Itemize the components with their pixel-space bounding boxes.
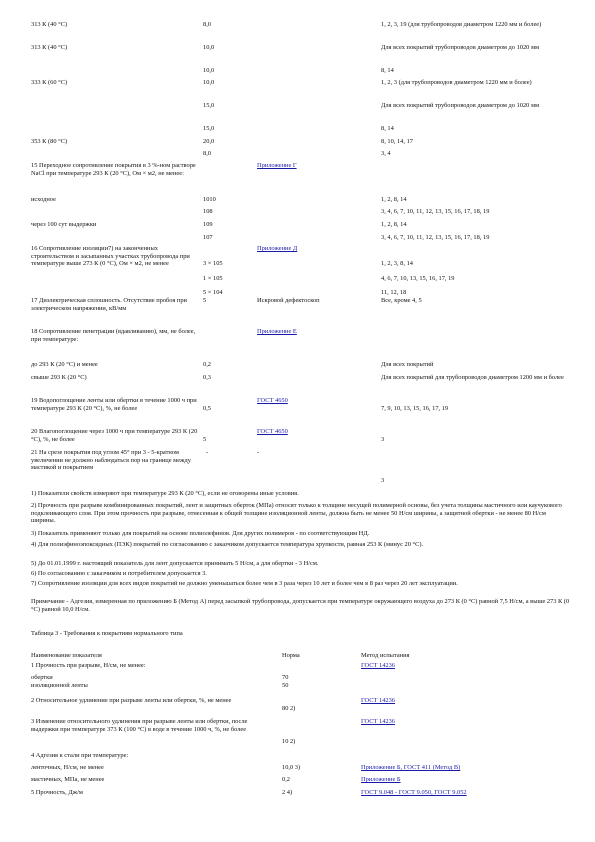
cell-norm: 107	[203, 234, 213, 241]
appendix-e-link[interactable]: Приложение Е	[257, 328, 297, 335]
cell-construction: Все, кроме 4, 5	[381, 297, 422, 304]
cell-indicator: 18 Сопротивление пенетрации (вдавливанию), мм, не более, при температуре:	[31, 328, 196, 343]
cell-norm: 109	[203, 221, 213, 228]
footnote: 2) Прочность при разрыве комбинированных покрытий, лент и защитных оберток (МПа) относят только к толщине несущей полимерной основы, без учета толщины мастичного или каучукового подклеивающего слоя. При этом прочность при разрыве, отнесенная к общей толщине изоляционной ленты, должна быть не менее 50 Н/см ширины, а защитной обертки - не менее 80 Н/см ширины.	[31, 502, 562, 525]
header-indicator: Наименование показателя	[31, 652, 102, 659]
footnote: 7) Сопротивление изоляции для всех видов покрытий не должно уменьшаться более чем в 3 раза через 10 лет и более чем в 8 раз через 20 лет эксплуатации.	[31, 580, 458, 587]
cell-indicator: обертки изоляционной ленты	[31, 674, 88, 689]
cell-norm: 1010	[203, 196, 216, 203]
cell-construction: 1, 2, 8, 14	[381, 221, 407, 228]
cell-construction: 8, 10, 14, 17	[381, 138, 413, 145]
cell-construction: 3, 4, 6, 7, 10, 11, 12, 13, 15, 16, 17, 18, 19	[381, 234, 490, 241]
cell-indicator: 333 К (60 °С)	[31, 79, 68, 86]
cell-construction: Для всех покрытий трубопроводов диаметром до 1020 мм	[381, 44, 540, 51]
cell-indicator: до 293 К (20 °С) и менее	[31, 361, 98, 368]
cell-norm: 0,5	[203, 405, 211, 412]
cell-norm: 8,0	[203, 21, 211, 28]
cell-indicator: 5 Прочность, Дж/м	[31, 789, 83, 796]
cell-norm: 15,0	[203, 102, 215, 109]
cell-indicator: исходное	[31, 196, 56, 203]
header-norm: Норма	[282, 652, 300, 659]
cell-indicator: 15 Переходное сопротивление покрытия в 3 %-ном растворе NaCl при температуре 293 К (20 °С), Ом × м2, не менее:	[31, 162, 196, 177]
cell-indicator: 3 Изменение относительного удлинения при разрыве ленты или обертки, после выдержки при температуре 373 К (100 °С) в воде в течение 1000 ч, %, не более	[31, 718, 248, 733]
cell-norm: 20,0	[203, 138, 215, 145]
cell-norm: 10,0 3)	[282, 764, 301, 771]
footnote: 5) До 01.01.1999 г. настоящий показатель для лент допускается принимать 5 Н/см, а для обертки - 3 Н/см.	[31, 560, 319, 567]
cell-method: -	[257, 449, 260, 456]
appendix-d-link[interactable]: Приложение Д	[257, 245, 298, 252]
cell-norm: 70 50	[282, 674, 289, 689]
cell-construction: 1, 2, 3, 8, 14 4, 6, 7, 10, 13, 15, 16, 17, 19 11, 12, 18	[381, 260, 455, 296]
cell-norm: 10,0	[203, 67, 215, 74]
footnote: 1) Показатели свойств измеряют при температуре 293 К (20 °С), если не оговорены иные условия.	[31, 490, 299, 497]
cell-indicator: 4 Адгезия к стали при температуре:	[31, 752, 129, 759]
cell-method: Искровой дефектоскоп	[257, 297, 320, 304]
cell-indicator: 313 К (40 °С)	[31, 44, 68, 51]
cell-norm: 108	[203, 208, 213, 215]
gost-14236-link[interactable]: ГОСТ 14236	[361, 718, 395, 725]
cell-norm: 0,2	[282, 776, 290, 783]
cell-construction: 1, 2, 3, 19 (для трубопроводов диаметром 1220 мм и более)	[381, 21, 542, 28]
cell-norm: 5	[203, 436, 207, 443]
cell-construction: Для всех покрытий для трубопроводов диаметром 1200 мм и более	[381, 374, 564, 381]
cell-construction: 3	[381, 436, 385, 443]
cell-construction: 1, 2, 3 (для трубопроводов диаметром 1220 мм и более)	[381, 79, 532, 86]
cell-norm: 8,0	[203, 150, 211, 157]
header-method: Метод испытания	[361, 652, 410, 659]
footnote: 4) Для полиэфиноэпоксидных (ПЭК) покрытий по согласованию с заказчиком допускается температура хрупкости, равная 253 К (минус 20 °С).	[31, 541, 424, 548]
cell-indicator: 19 Водопоглощение ленты или обертки в течение 1000 ч при температуре 293 К (20 °С), %, не более	[31, 397, 197, 412]
cell-construction: 3	[381, 477, 385, 484]
cell-construction: 8, 14	[381, 125, 394, 132]
appendix-b-gost-411-link[interactable]: Приложение Б, ГОСТ 411 (Метод В)	[361, 764, 461, 771]
appendix-b-link[interactable]: Приложение Б	[361, 776, 401, 783]
cell-norm: 15,0	[203, 125, 215, 132]
gost-14236-link[interactable]: ГОСТ 14236	[361, 662, 395, 669]
cell-norm: 10,0	[203, 44, 215, 51]
table-title: Таблица 3 - Требования к покрытиям нормального типа	[31, 630, 183, 637]
gost-14236-link[interactable]: ГОСТ 14236	[361, 697, 395, 704]
cell-norm: 80 2)	[282, 705, 296, 712]
cell-construction: Для всех покрытий	[381, 361, 434, 368]
cell-construction: 3, 4, 6, 7, 10, 11, 12, 13, 15, 16, 17, 18, 19	[381, 208, 490, 215]
cell-indicator: 1 Прочность при разрыве, Н/см, не менее:	[31, 662, 146, 669]
footnote: 3) Показатель применяют только для покрытий на основе полиолефинов. Для других полимеров - по соответствующим НД.	[31, 530, 370, 537]
note-text: Примечание - Адгезия, измеренная по приложению Б (Метод А) перед засыпкой трубопровода, допускается при температуре окружающего воздуха до 273 К (0 °С) равной 7,5 Н/см, а выше 273 К (0 °С) равной 10,0 Н/см.	[31, 598, 570, 613]
gost-4650-link[interactable]: ГОСТ 4650	[257, 397, 288, 404]
cell-construction: 8, 14	[381, 67, 394, 74]
cell-construction: 7, 9, 10, 13, 15, 16, 17, 19	[381, 405, 449, 412]
cell-construction: Для всех покрытий трубопроводов диаметром до 1020 мм	[381, 102, 540, 109]
cell-indicator: 2 Относительное удлинение при разрыве ленты или обертки, %, не менее	[31, 697, 232, 704]
cell-construction: 1, 2, 8, 14	[381, 196, 407, 203]
cell-indicator: 16 Сопротивление изоляции7) на законченных строительством и засыпанных участках трубопровода при температуре выше 273 К (0 °С), Ом × м2, не менее	[31, 245, 190, 268]
cell-norm: 2 4)	[282, 789, 293, 796]
cell-indicator: 353 К (80 °С)	[31, 138, 68, 145]
cell-indicator: 21 На срезе покрытия под углом 45° при 3 - 5-кратном увеличении не должно наблюдаться пор на границе между мастикой и покрытием	[31, 449, 191, 472]
gost-9-048-link[interactable]: ГОСТ 9.048 - ГОСТ 9.050, ГОСТ 9.052	[361, 789, 467, 796]
cell-indicator: через 100 сут выдержки	[31, 221, 97, 228]
cell-norm: 10 2)	[282, 738, 296, 745]
footnote: 6) По согласованию с заказчиком и потребителем допускается 3.	[31, 570, 207, 577]
cell-indicator: 17 Диэлектрическая сплошность. Отсутствие пробоя при электрическом напряжении, кВ/мм	[31, 297, 187, 312]
cell-indicator: 313 К (40 °С)	[31, 21, 68, 28]
appendix-g-link[interactable]: Приложение Г	[257, 162, 297, 169]
cell-indicator: мастичных, МПа, не менее	[31, 776, 105, 783]
cell-indicator: ленточных, Н/см, не менее	[31, 764, 104, 771]
cell-norm: 3 × 105 1 × 105 5 × 104	[203, 260, 223, 296]
cell-norm: -	[206, 449, 209, 456]
cell-norm: 5	[203, 297, 207, 304]
cell-construction: 3, 4	[381, 150, 391, 157]
cell-norm: 0,3	[203, 374, 211, 381]
cell-norm: 10,0	[203, 79, 215, 86]
gost-4650-link[interactable]: ГОСТ 4650	[257, 428, 288, 435]
cell-indicator: 20 Влагопоглощение через 1000 ч при температуре 293 К (20 °С), %, не более	[31, 428, 198, 443]
cell-indicator: свыше 293 К (20 °С)	[31, 374, 87, 381]
cell-norm: 0,2	[203, 361, 211, 368]
